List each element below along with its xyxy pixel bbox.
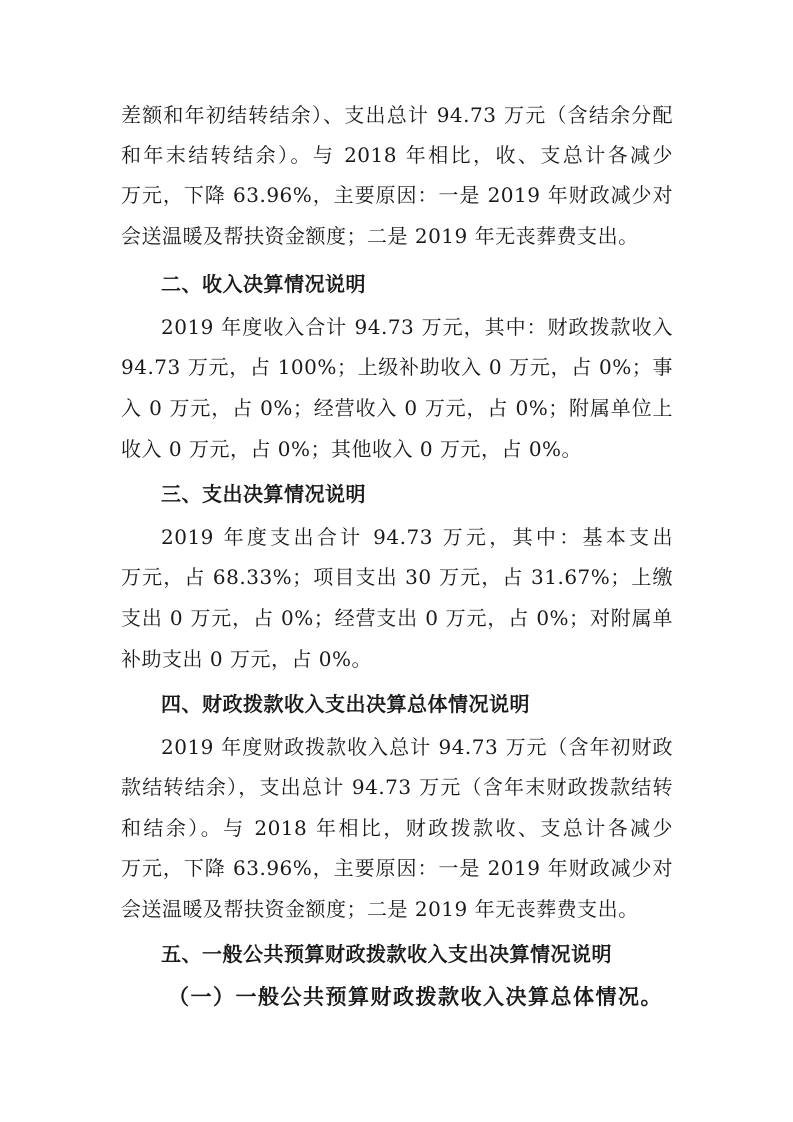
paragraph-line: 差额和年初结转结余）、支出总计 94.73 万元（含结余分配 <box>121 103 673 127</box>
paragraph-line: 入 0 万元，占 0%；经营收入 0 万元，占 0%；附属单位上 <box>121 396 673 420</box>
section-heading-expenditure: 三、支出决算情况说明 <box>161 482 366 506</box>
paragraph-line: 和结余）。与 2018 年相比，财政拨款收、支总计各减少 <box>121 816 673 840</box>
section-heading-general-budget: 五、一般公共预算财政拨款收入支出决算情况说明 <box>161 942 612 966</box>
paragraph-line: 万元，占 68.33%；项目支出 30 万元，占 31.67%；上缴 <box>121 565 673 589</box>
paragraph-line: 万元，下降 63.96%，主要原因：一是 2019 年财政减少对 <box>121 183 673 207</box>
section-heading-income: 二、收入决算情况说明 <box>161 272 366 296</box>
paragraph-line: 支出 0 万元，占 0%；经营支出 0 万元，占 0%；对附属单 <box>121 606 673 630</box>
subsection-heading: （一）一般公共预算财政拨款收入决算总体情况。 <box>168 984 663 1009</box>
section-heading-fiscal: 四、财政拨款收入支出决算总体情况说明 <box>161 692 530 716</box>
paragraph-line: 2019 年度支出合计 94.73 万元，其中：基本支出 <box>161 525 673 549</box>
paragraph-line: 和年末结转结余）。与 2018 年相比，收、支总计各减少 <box>121 143 673 167</box>
paragraph-line: 2019 年度财政拨款收入总计 94.73 万元（含年初财政 <box>161 735 673 759</box>
paragraph-line: 收入 0 万元，占 0%；其他收入 0 万元，占 0%。 <box>121 437 583 461</box>
paragraph-line: 万元，下降 63.96%，主要原因：一是 2019 年财政减少对 <box>121 856 673 880</box>
paragraph-line: 款结转结余），支出总计 94.73 万元（含年末财政拨款结转 <box>121 775 673 799</box>
paragraph-line: 2019 年度收入合计 94.73 万元，其中：财政拨款收入 <box>161 315 673 339</box>
paragraph-line: 94.73 万元，占 100%；上级补助收入 0 万元，占 0%；事 <box>121 355 673 379</box>
paragraph-line: 会送温暖及帮扶资金额度；二是 2019 年无丧葬费支出。 <box>121 224 639 248</box>
paragraph-line: 会送温暖及帮扶资金额度；二是 2019 年无丧葬费支出。 <box>121 897 639 921</box>
paragraph-line: 补助支出 0 万元，占 0%。 <box>121 647 373 671</box>
